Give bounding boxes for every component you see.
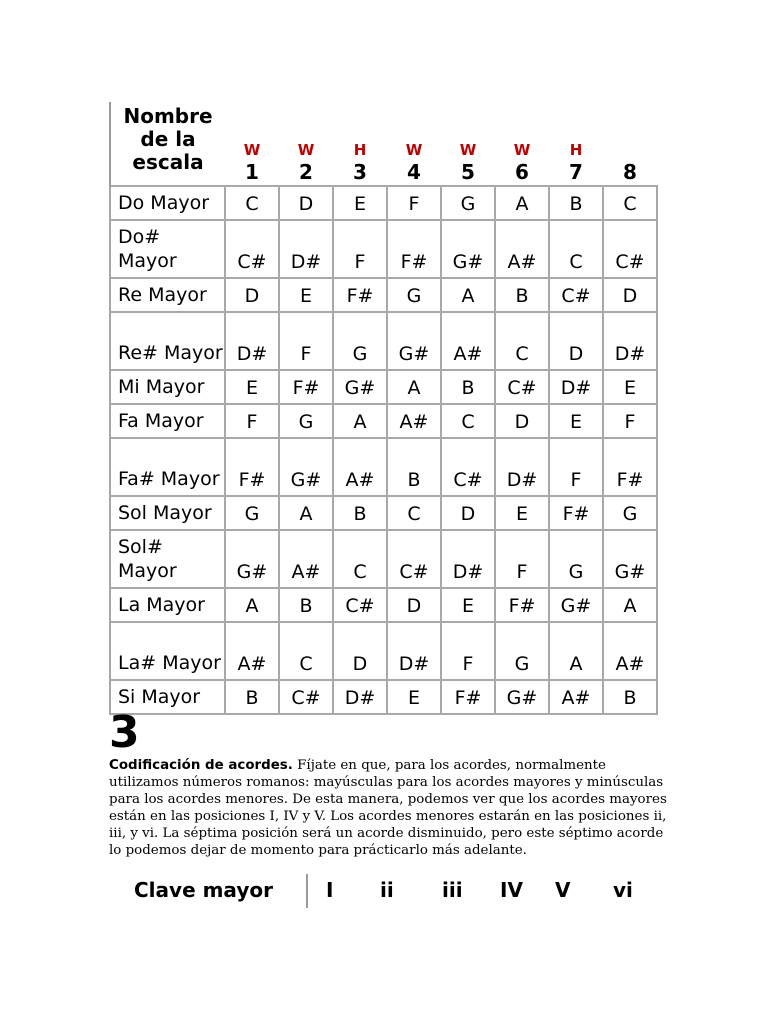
note-cell: D: [603, 278, 657, 312]
note-cell: A#: [333, 438, 387, 496]
note-cell: C: [279, 622, 333, 680]
note-cell: C#: [387, 530, 441, 588]
section-number: 3: [109, 707, 140, 758]
scale-name-cell: La# Mayor: [110, 622, 225, 680]
roman-numeral: ii: [380, 878, 394, 902]
note-cell: A#: [603, 622, 657, 680]
note-cell: E: [225, 370, 279, 404]
scale-name-cell: Sol# Mayor: [110, 530, 225, 588]
note-cell: C#: [279, 680, 333, 714]
note-cell: B: [279, 588, 333, 622]
major-key-label: Clave mayor: [134, 878, 273, 902]
scale-name-header: Nombre de la escala: [110, 102, 225, 186]
degree-header: [549, 102, 603, 186]
note-cell: A: [387, 370, 441, 404]
scale-name-cell: Re Mayor: [110, 278, 225, 312]
note-cell: G: [225, 496, 279, 530]
header-row: [110, 102, 657, 186]
note-cell: F#: [549, 496, 603, 530]
note-cell: F#: [225, 438, 279, 496]
note-cell: G#: [441, 220, 495, 278]
note-cell: A#: [225, 622, 279, 680]
scale-row: [110, 680, 657, 714]
note-cell: G: [441, 186, 495, 220]
note-cell: F#: [603, 438, 657, 496]
note-cell: E: [603, 370, 657, 404]
scale-row: [110, 186, 657, 220]
note-cell: G#: [387, 312, 441, 370]
degree-number: 4: [407, 160, 421, 184]
note-cell: E: [279, 278, 333, 312]
note-cell: D: [441, 496, 495, 530]
scale-row: [110, 530, 657, 588]
scale-row: [110, 220, 657, 278]
note-cell: C: [549, 220, 603, 278]
step-label: H: [353, 141, 367, 159]
roman-numeral: iii: [442, 878, 463, 902]
note-cell: G: [603, 496, 657, 530]
note-cell: C#: [603, 220, 657, 278]
scale-name-cell: Sol Mayor: [110, 496, 225, 530]
note-cell: F: [225, 404, 279, 438]
note-cell: A: [603, 588, 657, 622]
step-label: W: [405, 141, 423, 159]
step-label: H: [569, 141, 583, 159]
degree-header: [225, 102, 279, 186]
scale-name-cell: Fa Mayor: [110, 404, 225, 438]
note-cell: F: [549, 438, 603, 496]
note-cell: C#: [549, 278, 603, 312]
scale-name-cell: Si Mayor: [110, 680, 225, 714]
note-cell: D#: [333, 680, 387, 714]
note-cell: G#: [603, 530, 657, 588]
key-divider: [306, 874, 308, 908]
roman-numeral: I: [326, 878, 334, 902]
note-cell: C: [387, 496, 441, 530]
degree-number: 2: [299, 160, 313, 184]
paragraph-body: Fíjate en que, para los acordes, normalmente utilizamos números romanos: mayúsculas para los acordes mayores y minúsculas para los acordes menores. De esta manera, podemos ver que los acordes mayores están en las posiciones I, IV y V. Los acordes menores estarán en las posiciones ii, iii, y vi. La séptima posición será un acorde disminuido, pero este séptimo acorde lo podemos dejar de momento para prácticarlo más adelante.: [109, 758, 667, 858]
note-cell: D: [333, 622, 387, 680]
note-cell: B: [549, 186, 603, 220]
note-cell: E: [441, 588, 495, 622]
note-cell: A: [549, 622, 603, 680]
note-cell: D#: [549, 370, 603, 404]
note-cell: G#: [333, 370, 387, 404]
note-cell: G: [279, 404, 333, 438]
scale-name-cell: Mi Mayor: [110, 370, 225, 404]
note-cell: F#: [441, 680, 495, 714]
note-cell: F: [279, 312, 333, 370]
major-key-row: [109, 874, 669, 908]
degree-header: [603, 102, 657, 186]
scale-row: [110, 622, 657, 680]
note-cell: F: [387, 186, 441, 220]
step-label: W: [297, 141, 315, 159]
note-cell: G: [495, 622, 549, 680]
note-cell: C#: [495, 370, 549, 404]
note-cell: G#: [549, 588, 603, 622]
scale-row: [110, 496, 657, 530]
note-cell: D: [549, 312, 603, 370]
note-cell: E: [549, 404, 603, 438]
step-label: [603, 140, 657, 160]
degree-header: [495, 102, 549, 186]
step-label: W: [243, 141, 261, 159]
scale-table: [109, 102, 658, 715]
roman-numeral: IV: [500, 878, 523, 902]
degree-number: 6: [515, 160, 529, 184]
degree-header: [279, 102, 333, 186]
note-cell: A#: [441, 312, 495, 370]
note-cell: A#: [549, 680, 603, 714]
note-cell: C: [225, 186, 279, 220]
scale-table-body: [110, 186, 657, 714]
note-cell: A: [333, 404, 387, 438]
note-cell: C: [333, 530, 387, 588]
note-cell: D#: [441, 530, 495, 588]
note-cell: B: [387, 438, 441, 496]
note-cell: C#: [333, 588, 387, 622]
chord-coding-paragraph: [109, 757, 669, 859]
scale-row: [110, 438, 657, 496]
note-cell: C: [495, 312, 549, 370]
note-cell: D: [279, 186, 333, 220]
note-cell: D#: [495, 438, 549, 496]
degree-header: [333, 102, 387, 186]
note-cell: G#: [225, 530, 279, 588]
note-cell: A#: [279, 530, 333, 588]
note-cell: C#: [441, 438, 495, 496]
degree-number: 8: [623, 160, 637, 184]
scale-name-cell: Fa# Mayor: [110, 438, 225, 496]
degree-number: 1: [245, 160, 259, 184]
note-cell: E: [333, 186, 387, 220]
note-cell: B: [603, 680, 657, 714]
degree-number: 3: [353, 160, 367, 184]
note-cell: D: [495, 404, 549, 438]
degree-number: 5: [461, 160, 475, 184]
degree-header: [387, 102, 441, 186]
scale-row: [110, 588, 657, 622]
note-cell: D#: [279, 220, 333, 278]
scale-row: [110, 404, 657, 438]
scale-name-cell: Do# Mayor: [110, 220, 225, 278]
note-cell: D#: [387, 622, 441, 680]
scale-row: [110, 312, 657, 370]
note-cell: F: [603, 404, 657, 438]
note-cell: G: [387, 278, 441, 312]
note-cell: G#: [495, 680, 549, 714]
step-label: W: [459, 141, 477, 159]
note-cell: F: [333, 220, 387, 278]
note-cell: D#: [603, 312, 657, 370]
note-cell: F#: [387, 220, 441, 278]
note-cell: A#: [495, 220, 549, 278]
note-cell: A: [279, 496, 333, 530]
note-cell: A: [495, 186, 549, 220]
scale-name-cell: La Mayor: [110, 588, 225, 622]
note-cell: A: [441, 278, 495, 312]
note-cell: C#: [225, 220, 279, 278]
scale-row: [110, 278, 657, 312]
note-cell: D#: [225, 312, 279, 370]
roman-numeral: V: [555, 878, 571, 902]
note-cell: B: [225, 680, 279, 714]
scale-row: [110, 370, 657, 404]
step-label: W: [513, 141, 531, 159]
scale-name-cell: Do Mayor: [110, 186, 225, 220]
note-cell: E: [387, 680, 441, 714]
note-cell: G#: [279, 438, 333, 496]
note-cell: A#: [387, 404, 441, 438]
note-cell: E: [495, 496, 549, 530]
note-cell: F#: [279, 370, 333, 404]
degree-number: 7: [569, 160, 583, 184]
note-cell: A: [225, 588, 279, 622]
roman-numeral: vi: [613, 878, 633, 902]
note-cell: F: [495, 530, 549, 588]
note-cell: B: [333, 496, 387, 530]
note-cell: F#: [333, 278, 387, 312]
degree-header: [441, 102, 495, 186]
note-cell: G: [549, 530, 603, 588]
note-cell: F#: [495, 588, 549, 622]
note-cell: C: [441, 404, 495, 438]
note-cell: C: [603, 186, 657, 220]
scale-name-cell: Re# Mayor: [110, 312, 225, 370]
note-cell: D: [387, 588, 441, 622]
note-cell: B: [495, 278, 549, 312]
paragraph-lead: Codificación de acordes.: [109, 758, 293, 773]
note-cell: B: [441, 370, 495, 404]
note-cell: F: [441, 622, 495, 680]
note-cell: G: [333, 312, 387, 370]
note-cell: D: [225, 278, 279, 312]
